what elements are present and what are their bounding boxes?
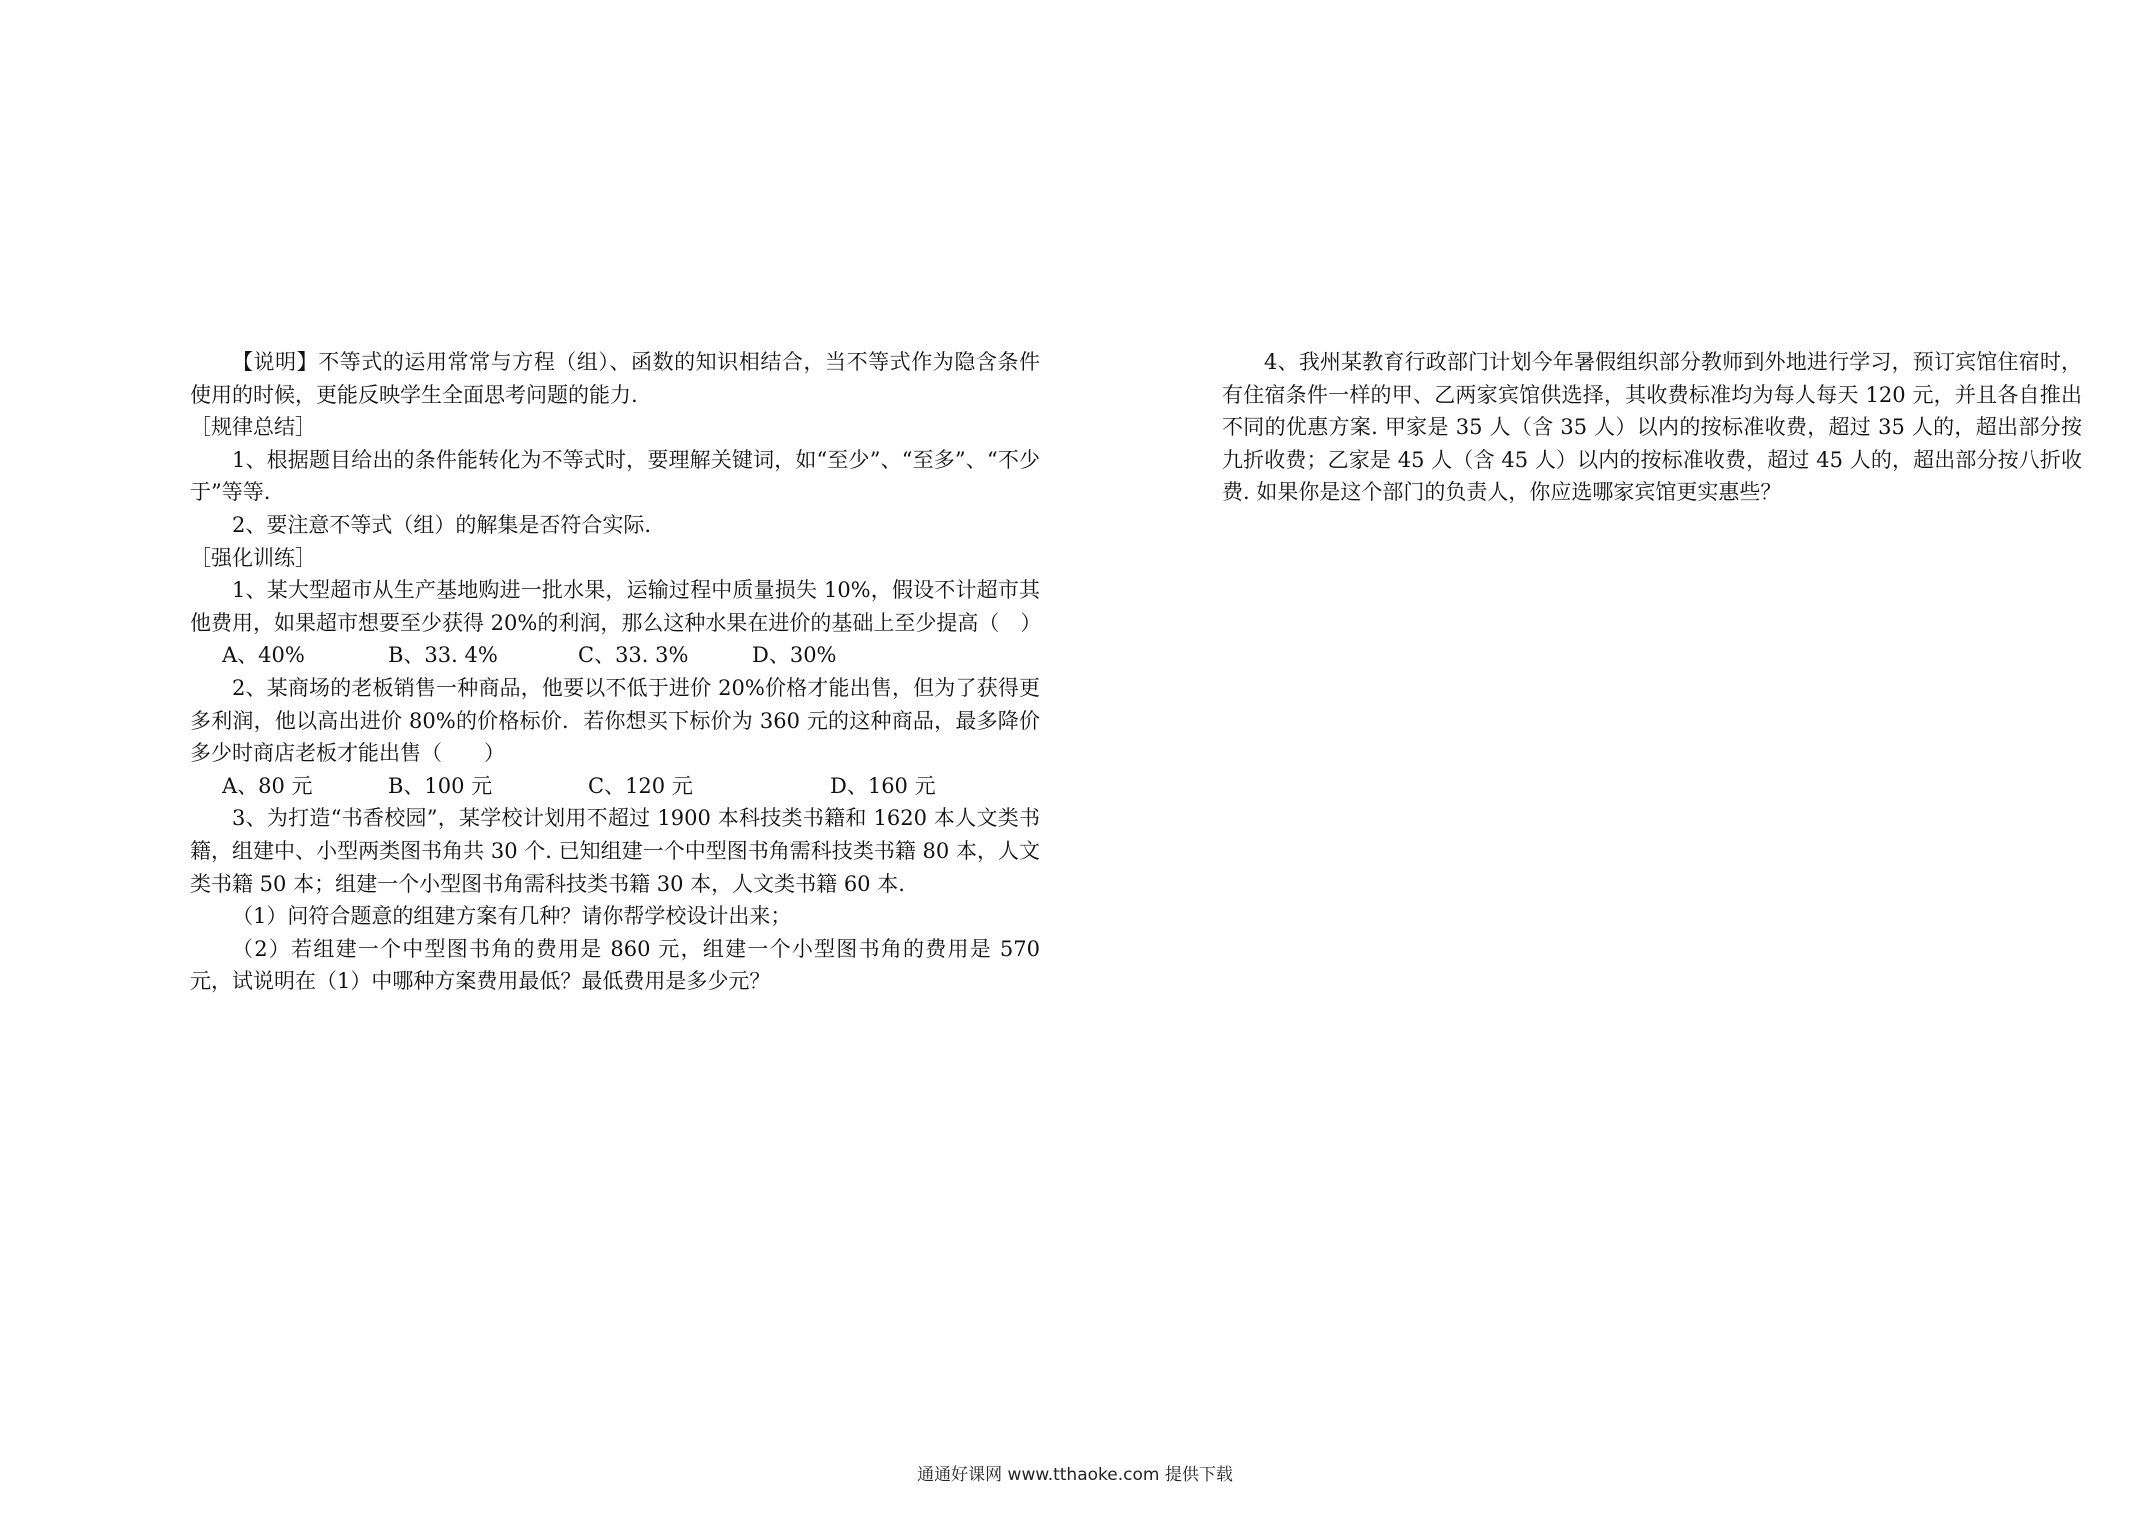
rules-heading: ［规律总结］ (190, 415, 316, 440)
footer-credit: 通通好课网 www.tthaoke.com 提供下载 (917, 1465, 1233, 1485)
question-1-choices (190, 639, 1040, 672)
q1-choice-b: B、33. 4% (388, 643, 498, 668)
question-3-part-1: （1）问符合题意的组建方案有几种？请你帮学校设计出来； (232, 904, 792, 929)
practice-heading: ［强化训练］ (190, 545, 316, 570)
rule-1: 1、根据题目给出的条件能转化为不等式时，要理解关键词，如“至少”、“至多”、“不少于”等等. (190, 447, 1040, 505)
question-3-part-2: （2）若组建一个中型图书角的费用是 860 元，组建一个小型图书角的费用是 570 元，试说明在（1）中哪种方案费用最低？最低费用是多少元？ (190, 936, 1040, 994)
question-3: 3、为打造“书香校园”，某学校计划用不超过 1900 本科技类书籍和 1620 本人文类书籍，组建中、小型两类图书角共 30 个. 已知组建一个中型图书角需科技类书籍 80 本，人文类书籍 50 本；组建一个小型图书角需科技类书籍 30 本，人文类书籍 60 本. (190, 806, 1040, 896)
q2-choice-d: D、160 元 (830, 773, 936, 798)
q2-choice-b: B、100 元 (388, 773, 493, 798)
question-2: 2、某商场的老板销售一种商品，他要以不低于进价 20%价格才能出售，但为了获得更多利润，他以高出进价 80%的价格标价．若你想买下标价为 360 元的这种商品，最多降价多少时商店老板才能出售（ ） (190, 675, 1040, 766)
question-4: 4、我州某教育行政部门计划今年暑假组织部分教师到外地进行学习，预订宾馆住宿时，有住宿条件一样的甲、乙两家宾馆供选择，其收费标准均为每人每天 120 元，并且各自推出不同的优惠方案. 甲家是 35 人（含 35 人）以内的按标准收费，超过 35 人的，超出部分按九折收费；乙家是 45 人（含 45 人）以内的按标准收费，超过 45 人的，超出部分按八折收费. 如果你是这个部门的负责人，你应选哪家宾馆更实惠些？ (1222, 350, 2082, 505)
q1-choice-d: D、30% (752, 643, 837, 668)
right-column (1222, 346, 2082, 509)
question-1: 1、某大型超市从生产基地购进一批水果，运输过程中质量损失 10%，假设不计超市其他费用，如果超市想要至少获得 20%的利润，那么这种水果在进价的基础上至少提高（ ） (190, 578, 1042, 635)
left-column (190, 346, 1040, 998)
q1-choice-a: A、40% (222, 643, 305, 668)
note-paragraph: 【说明】不等式的运用常常与方程（组）、函数的知识相结合，当不等式作为隐含条件使用的时候，更能反映学生全面思考问题的能力. (190, 350, 1040, 407)
rule-2: 2、要注意不等式（组）的解集是否符合实际. (232, 512, 652, 537)
q1-choice-c: C、33. 3% (578, 643, 689, 668)
question-2-choices (190, 770, 1040, 803)
q2-choice-c: C、120 元 (588, 773, 693, 798)
q2-choice-a: A、80 元 (222, 773, 313, 798)
